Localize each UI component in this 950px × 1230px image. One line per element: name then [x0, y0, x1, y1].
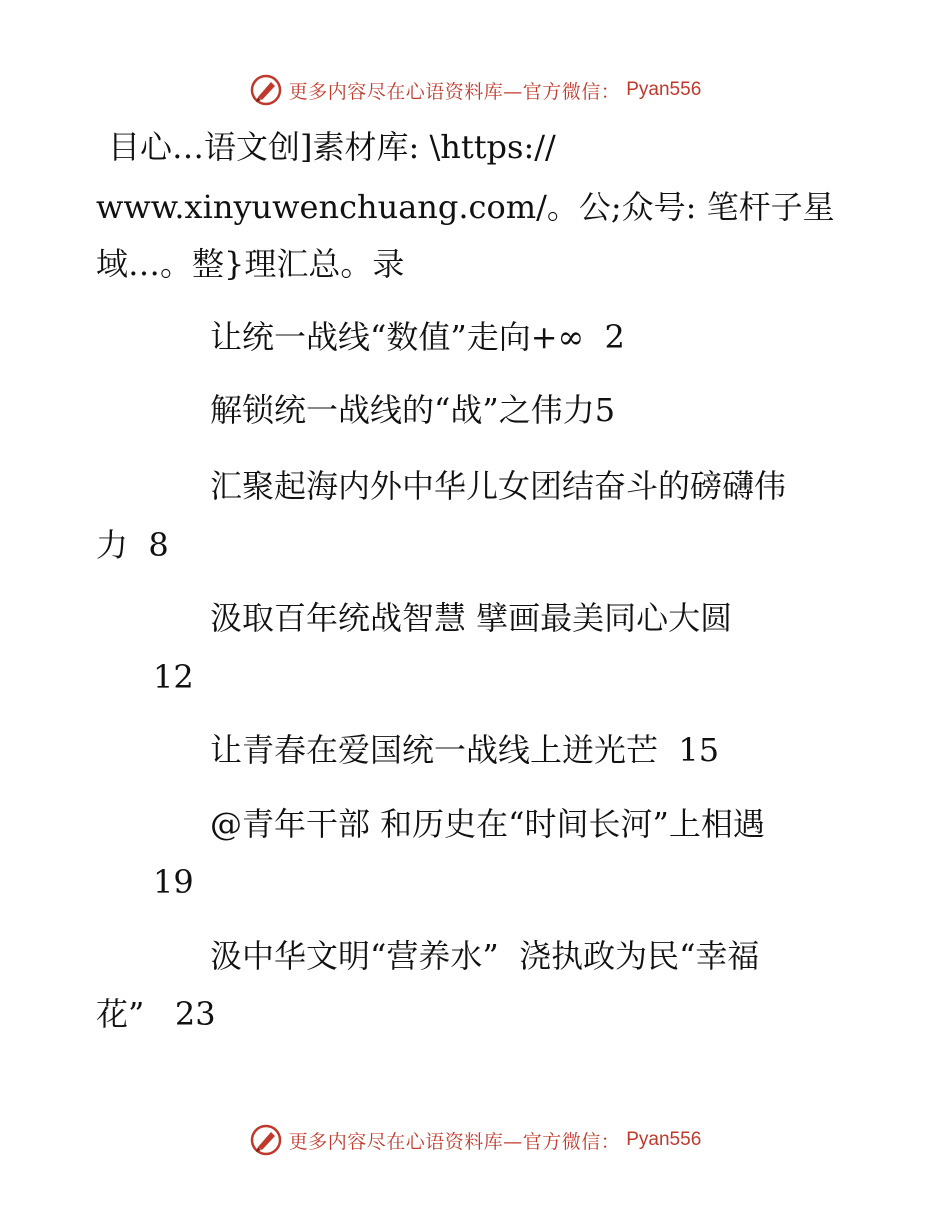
pen-logo-icon — [249, 73, 283, 107]
watermark-text: 更多内容尽在心语资料库—官方微信： — [288, 80, 621, 103]
header-line-3: 域…。整}理汇总。录 — [96, 245, 405, 283]
toc-entry-6-cont[interactable]: 19 — [153, 863, 194, 901]
toc-entry-4[interactable]: 汲取百年统战智慧 擘画最美同心大圆 — [210, 599, 733, 637]
toc-entry-3[interactable]: 汇聚起海内外中华儿女团结奋斗的磅礴伟 — [210, 467, 787, 505]
toc-entry-5[interactable]: 让青春在爱国统一战线上迸光芒 15 — [210, 731, 720, 769]
pen-logo-icon — [249, 1123, 283, 1157]
toc-entry-2[interactable]: 解锁统一战线的“战”之伟力5 — [210, 391, 616, 429]
watermark-account: Pyan556 — [626, 1129, 702, 1150]
watermark-text: 更多内容尽在心语资料库—官方微信： — [288, 1130, 621, 1153]
header-line-2: www.xinyuwenchuang.com/。公;众号: 笔杆子星 — [96, 188, 835, 226]
toc-entry-3-cont[interactable]: 力 8 — [96, 526, 169, 564]
watermark-banner-top — [0, 70, 950, 110]
toc-entry-4-cont[interactable]: 12 — [153, 658, 194, 696]
toc-entry-7[interactable]: 汲中华文明“营养水” 浇执政为民“幸福 — [210, 937, 760, 975]
toc-entry-7-cont[interactable]: 花” 23 — [96, 995, 216, 1033]
toc-entry-6[interactable]: @青年干部 和历史在“时间长河”上相遇 — [210, 805, 765, 843]
header-line-1: 目心…语文创]素材库: \https:// — [108, 128, 556, 166]
watermark-banner-bottom — [0, 1120, 950, 1160]
watermark-account: Pyan556 — [626, 79, 702, 100]
toc-entry-1[interactable]: 让统一战线“数值”走向+∞ 2 — [210, 318, 625, 356]
